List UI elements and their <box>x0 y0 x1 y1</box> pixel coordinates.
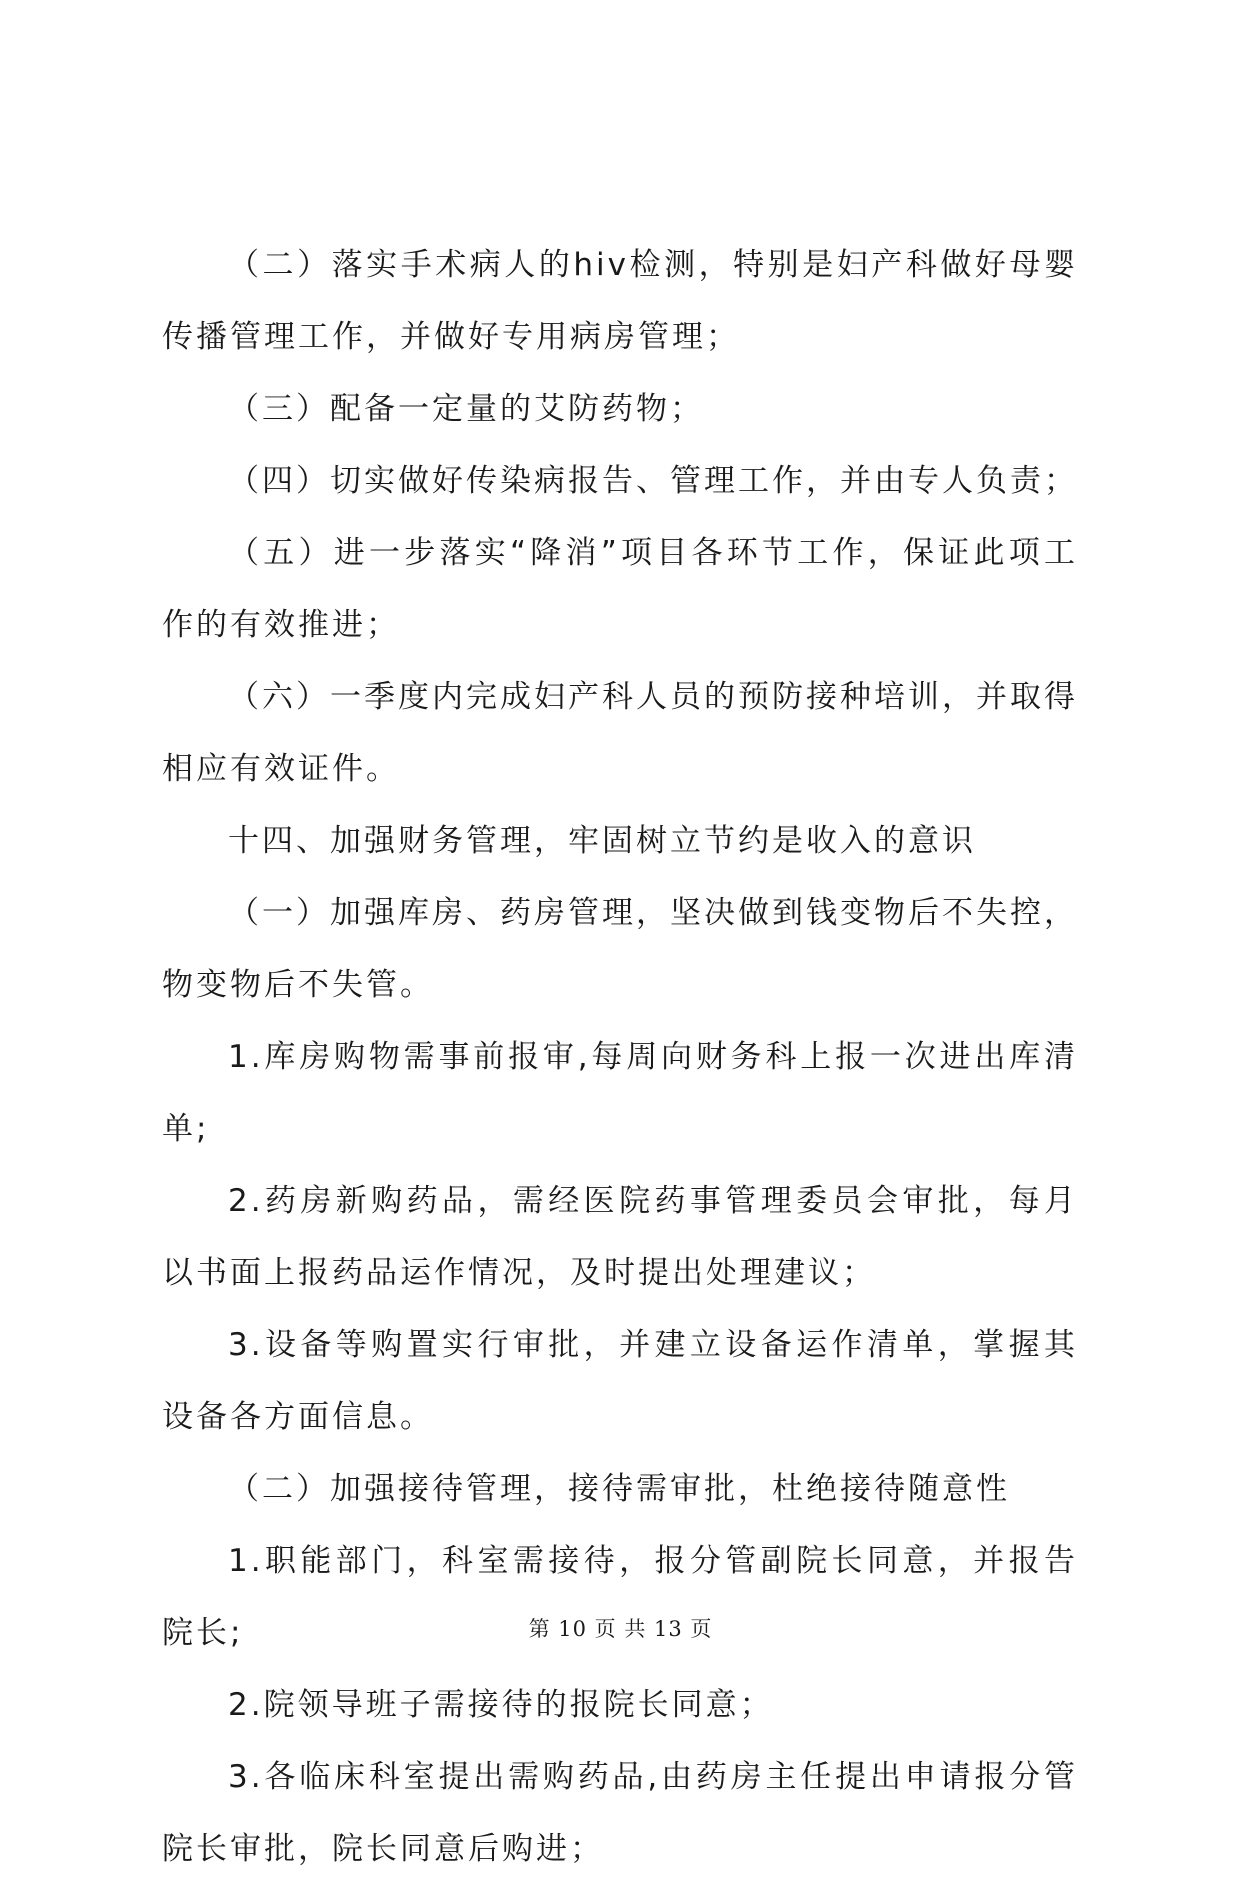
list-item: 1.职能部门，科室需接待，报分管副院长同意，并报告院长; <box>162 1543 1078 1651</box>
list-item: 2.院领导班子需接待的报院长同意； <box>228 1687 774 1723</box>
list-item: 3.设备等购置实行审批，并建立设备运作清单，掌握其设备各方面信息。 <box>162 1327 1078 1435</box>
list-item: 1.库房购物需事前报审,每周向财务科上报一次进出库清单; <box>162 1039 1078 1147</box>
section-heading: 十四、加强财务管理，牢固树立节约是收入的意识 <box>228 823 976 859</box>
paragraph: （二）加强接待管理，接待需审批，杜绝接待随意性 <box>228 1471 1010 1507</box>
paragraph: （三）配备一定量的艾防药物； <box>228 391 704 427</box>
list-item: 3.各临床科室提出需购药品,由药房主任提出申请报分管院长审批，院长同意后购进； <box>162 1759 1078 1867</box>
page-number-footer: 第 10 页 共 13 页 <box>528 1617 713 1641</box>
paragraph: （五）进一步落实“降消”项目各环节工作，保证此项工作的有效推进； <box>162 535 1078 643</box>
paragraph: （一）加强库房、药房管理，坚决做到钱变物后不失控，物变物后不失管。 <box>162 895 1078 1003</box>
paragraph: （四）切实做好传染病报告、管理工作，并由专人负责； <box>228 463 1078 499</box>
paragraph: （六）一季度内完成妇产科人员的预防接种培训，并取得相应有效证件。 <box>162 679 1078 787</box>
list-item: 2.药房新购药品，需经医院药事管理委员会审批，每月以书面上报药品运作情况，及时提出处理建议； <box>162 1183 1078 1291</box>
paragraph: （二）落实手术病人的hiv检测，特别是妇产科做好母婴传播管理工作，并做好专用病房管理； <box>162 247 1078 355</box>
